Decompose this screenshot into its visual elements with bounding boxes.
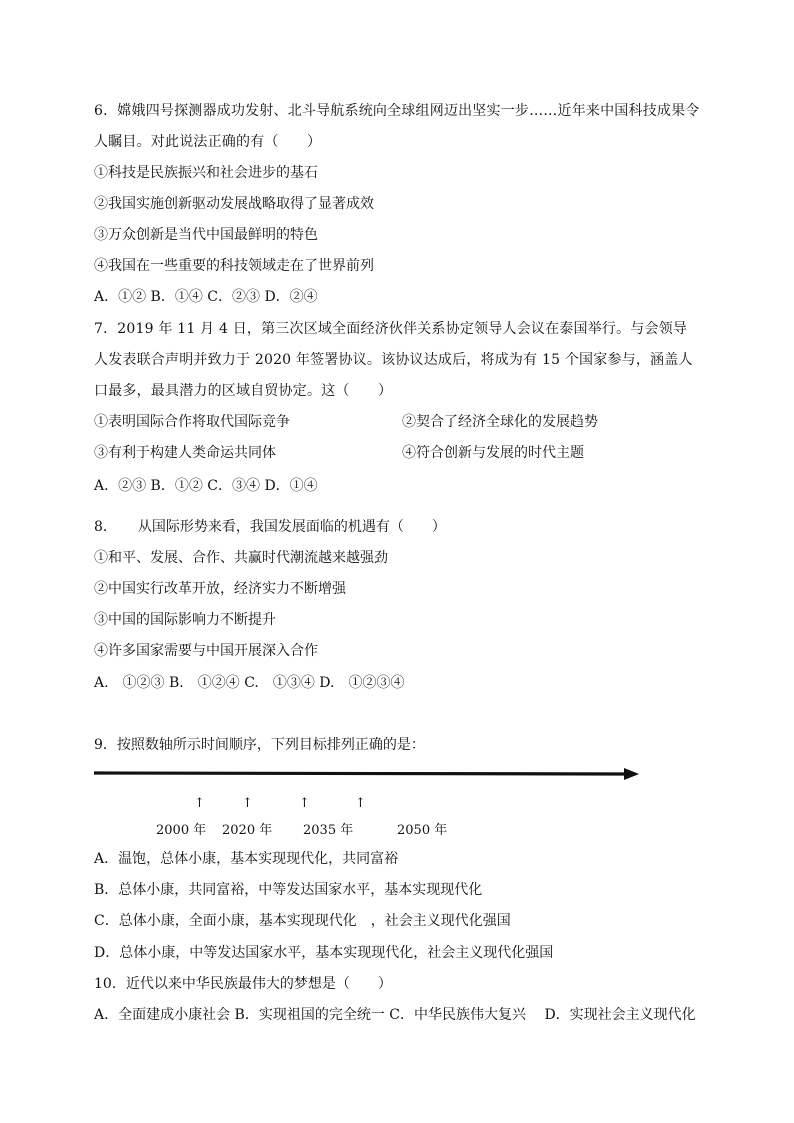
timeline-year-2000: 2000 年 xyxy=(156,823,207,838)
q6-option-3: ③万众创新是当代中国最鲜明的特色 xyxy=(94,227,318,243)
q6-option-1: ①科技是民族振兴和社会进步的基石 xyxy=(94,165,318,181)
timeline-year-2020: 2020 年 xyxy=(222,823,273,838)
q6-choices: A．①② B．①④ C．②③ D．②④ xyxy=(94,289,318,305)
q8-choices: A. ①②③ B. ①②④ C. ①③④ D. ①②③④ xyxy=(94,675,405,691)
q8-option-3: ③中国的国际影响力不断提升 xyxy=(94,612,276,628)
q8-option-4: ④许多国家需要与中国开展深入合作 xyxy=(94,643,318,659)
q6-option-2: ②我国实施创新驱动发展战略取得了显著成效 xyxy=(94,196,374,212)
q8-stem: 8． 从国际形势来看，我国发展面临的机遇有（ ） xyxy=(94,519,446,535)
q10-choices: A．全面建成小康社会 B．实现祖国的完全统一 C．中华民族伟大复兴 D．实现社会主义现代化 xyxy=(94,1007,696,1023)
timeline-tick-2000: ↑ xyxy=(194,796,205,811)
q10-stem: 10．近代以来中华民族最伟大的梦想是（ ） xyxy=(94,976,392,992)
q9-option-d: D．总体小康，中等发达国家水平，基本实现现代化，社会主义现代化强国 xyxy=(94,945,554,961)
timeline-year-2035: 2035 年 xyxy=(303,823,354,838)
q8-option-1: ①和平、发展、合作、共赢时代潮流越来越强劲 xyxy=(94,550,388,566)
timeline-tick-2035: ↑ xyxy=(299,796,310,811)
q9-stem: 9．按照数轴所示时间顺序，下列目标排列正确的是： xyxy=(94,737,425,753)
q7-option-4: ④符合创新与发展的时代主题 xyxy=(402,445,584,461)
q7-choices: A．②③ B．①② C．③④ D．①④ xyxy=(94,478,318,494)
q9-option-b: B．总体小康，共同富裕，中等发达国家水平，基本实现现代化 xyxy=(94,882,483,898)
timeline-tick-2050: ↑ xyxy=(355,796,366,811)
q6-option-4: ④我国在一些重要的科技领域走在了世界前列 xyxy=(94,258,374,274)
q7-option-3: ③有利于构建人类命运共同体 xyxy=(94,445,276,461)
q7-option-2: ②契合了经济全球化的发展趋势 xyxy=(402,414,598,430)
q7-option-1: ①表明国际合作将取代国际竞争 xyxy=(94,414,290,430)
q9-option-c: C．总体小康，全面小康，基本实现现代化 ，社会主义现代化强国 xyxy=(94,913,511,929)
timeline-year-2050: 2050 年 xyxy=(397,823,448,838)
timeline-axis-arrow xyxy=(94,764,640,784)
q6-stem: 6．嫦娥四号探测器成功发射、北斗导航系统向全球组网迈出坚实一步……近年来中国科技成果令人瞩目。对此说法正确的有（ ） xyxy=(94,103,700,150)
q8-option-2: ②中国实行改革开放，经济实力不断增强 xyxy=(94,581,346,597)
timeline-tick-2020: ↑ xyxy=(242,796,253,811)
q7-stem: 7．2019 年 11 月 4 日，第三次区域全面经济伙伴关系协定领导人会议在泰国举行。与会领导人发表联合声明并致力于 2020 年签署协议。该协议达成后，将成为有 15 个国家参与，涵盖人口最多，最具潜力的区域自贸协定。这（ ） xyxy=(94,321,693,399)
q9-option-a: A．温饱，总体小康，基本实现现代化，共同富裕 xyxy=(94,851,399,867)
